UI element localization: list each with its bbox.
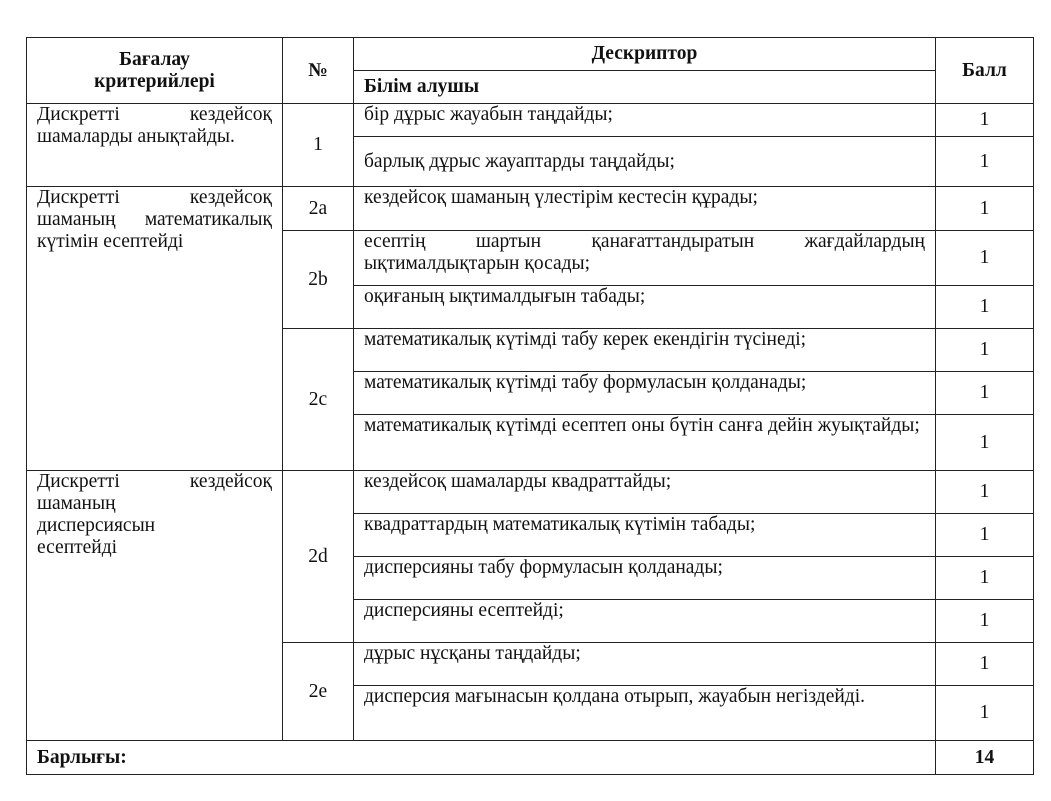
descriptor-text: математикалық күтімді табу керек екендігін түсінеді; (354, 329, 936, 372)
descriptor-text: дисперсияны табу формуласын қолданады; (354, 557, 936, 600)
score-value: 1 (936, 137, 1034, 187)
criteria-cell (27, 471, 283, 741)
descriptor-text: математикалық күтімді табу формуласын қолданады; (354, 372, 936, 415)
item-number: 2e (283, 643, 354, 741)
table-row (27, 187, 1034, 231)
header-score: Балл (936, 38, 1034, 104)
descriptor-text: барлық дұрыс жауаптарды таңдайды; (354, 137, 936, 187)
header-descriptor: Дескриптор (354, 38, 936, 71)
total-row (27, 741, 1034, 775)
score-value: 1 (936, 231, 1034, 286)
criteria-text: шамаларды анықтайды. (37, 126, 235, 147)
score-value: 1 (936, 514, 1034, 557)
descriptor-text: оқиғаның ықтималдығын табады; (354, 286, 936, 329)
header-criteria: Бағалау критерийлері (27, 38, 283, 104)
item-number: 2c (283, 329, 354, 471)
criteria-text-line1: Дискретті кездейсоқ (37, 471, 272, 492)
score-value: 1 (936, 471, 1034, 514)
criteria-cell (27, 104, 283, 187)
descriptor-text: дұрыс нұсқаны таңдайды; (354, 643, 936, 686)
descriptor-text: квадраттардың математикалық күтімін табады; (354, 514, 936, 557)
score-value: 1 (936, 600, 1034, 643)
criteria-text: шаманың дисперсиясын есептейді (37, 493, 156, 558)
criteria-text-line1: Дискретті кездейсоқ (37, 187, 272, 208)
item-number: 1 (283, 104, 354, 187)
descriptor-text: кездейсоқ шамаларды квадраттайды; (354, 471, 936, 514)
header-number: № (283, 38, 354, 104)
score-value: 1 (936, 329, 1034, 372)
criteria-text-line1: Дискретті кездейсоқ (37, 104, 272, 125)
total-label: Барлығы: (27, 741, 936, 775)
header-learner: Білім алушы (354, 71, 936, 104)
score-value: 1 (936, 286, 1034, 329)
item-number: 2d (283, 471, 354, 643)
table-row (27, 471, 1034, 514)
table-row (27, 104, 1034, 137)
score-value: 1 (936, 415, 1034, 471)
total-score: 14 (936, 741, 1034, 775)
descriptor-text: бір дұрыс жауабын таңдайды; (354, 104, 936, 137)
score-value: 1 (936, 187, 1034, 231)
item-number: 2b (283, 231, 354, 329)
assessment-rubric-table (26, 37, 1034, 775)
score-value: 1 (936, 104, 1034, 137)
score-value: 1 (936, 557, 1034, 600)
score-value: 1 (936, 686, 1034, 741)
criteria-text: шаманың математикалық күтімін есептейді (37, 209, 272, 252)
descriptor-text: дисперсияны есептейді; (354, 600, 936, 643)
score-value: 1 (936, 372, 1034, 415)
criteria-cell (27, 187, 283, 471)
descriptor-text: дисперсия мағынасын қолдана отырып, жауабын негіздейді. (354, 686, 936, 741)
descriptor-text: кездейсоқ шаманың үлестірім кестесін құрады; (354, 187, 936, 231)
descriptor-text: математикалық күтімді есептеп оны бүтін санға дейін жуықтайды; (354, 415, 936, 471)
score-value: 1 (936, 643, 1034, 686)
item-number: 2a (283, 187, 354, 231)
descriptor-text: есептің шартын қанағаттандыратын жағдайлардың ықтималдықтарын қосады; (354, 231, 936, 286)
